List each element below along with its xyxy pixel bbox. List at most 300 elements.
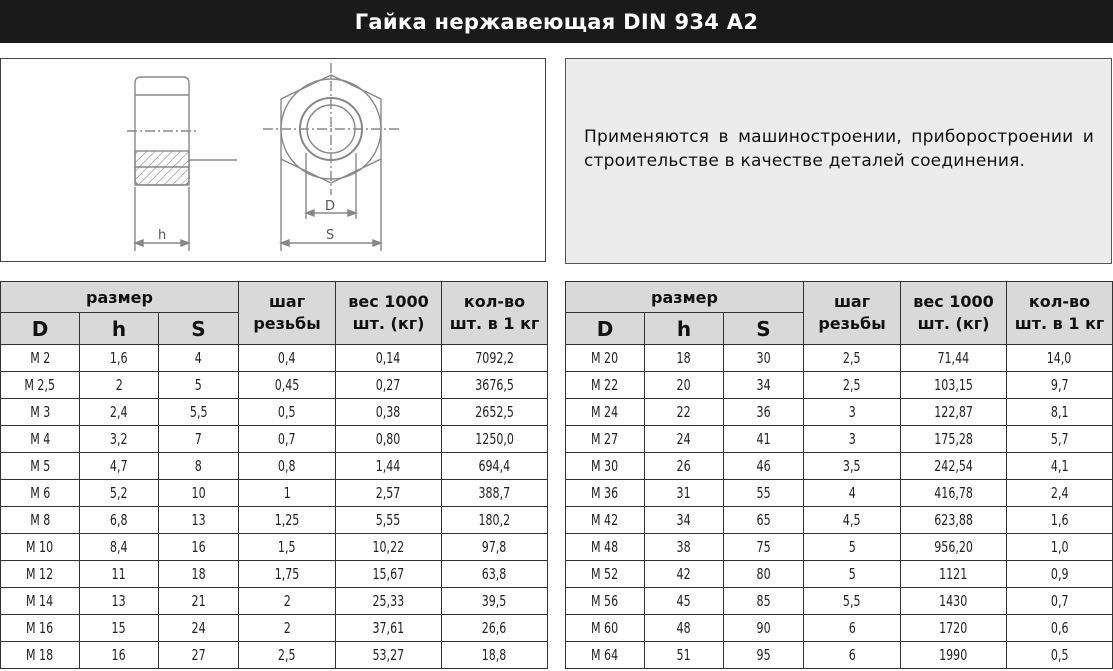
cell-width-s xyxy=(724,561,804,588)
cell-width-s-text: 90 xyxy=(756,619,771,637)
cell-weight-1000-text: 15,67 xyxy=(372,565,405,583)
cell-qty-per-kg-text: 0,7 xyxy=(1050,592,1069,610)
cell-height-h xyxy=(80,426,159,453)
cell-thread-pitch xyxy=(804,372,901,399)
cell-qty-per-kg-text: 3676,5 xyxy=(475,376,514,394)
cell-qty-per-kg xyxy=(442,480,548,507)
cell-height-h-text: 6,8 xyxy=(110,511,128,529)
header-weight xyxy=(336,282,442,345)
cell-width-s-text: 21 xyxy=(191,592,206,610)
header-qty-line2: шт. в 1 кг xyxy=(449,314,540,333)
cell-height-h-text: 2 xyxy=(115,376,123,394)
cell-thread-pitch-text: 2 xyxy=(283,592,291,610)
cell-thread-pitch xyxy=(804,507,901,534)
cell-thread-pitch-text: 5 xyxy=(848,565,856,583)
cell-width-s-text: 55 xyxy=(756,484,771,502)
cell-width-s-text: 80 xyxy=(756,565,771,583)
cell-size-d-text: М 42 xyxy=(591,511,619,529)
cell-height-h-text: 45 xyxy=(676,592,692,610)
label-D: D xyxy=(325,199,336,214)
cell-height-h xyxy=(645,507,724,534)
cell-size-d xyxy=(566,507,645,534)
cell-height-h xyxy=(645,453,724,480)
cell-size-d xyxy=(1,642,80,669)
cell-height-h xyxy=(80,534,159,561)
cell-size-d-text: М 64 xyxy=(591,646,619,664)
cell-qty-per-kg-text: 0,9 xyxy=(1050,565,1069,583)
cell-thread-pitch xyxy=(804,615,901,642)
cell-weight-1000 xyxy=(336,588,442,615)
description-panel xyxy=(565,58,1112,264)
cell-weight-1000 xyxy=(336,534,442,561)
cell-height-h xyxy=(645,561,724,588)
cell-size-d xyxy=(566,372,645,399)
table-row xyxy=(1,507,548,534)
cell-weight-1000 xyxy=(901,345,1007,372)
header-qty-line1: кол-во xyxy=(1028,292,1091,311)
cell-size-d-text: М 4 xyxy=(29,430,51,448)
cell-thread-pitch-text: 4 xyxy=(848,484,856,502)
cell-qty-per-kg-text: 180,2 xyxy=(478,511,511,529)
cell-height-h xyxy=(80,480,159,507)
cell-size-d-text: М 16 xyxy=(26,619,54,637)
cell-thread-pitch xyxy=(239,615,336,642)
cell-thread-pitch-text: 1,25 xyxy=(274,511,300,529)
cell-size-d xyxy=(1,507,80,534)
cell-qty-per-kg xyxy=(442,534,548,561)
cell-thread-pitch xyxy=(239,588,336,615)
cell-width-s xyxy=(724,480,804,507)
cell-qty-per-kg xyxy=(1007,507,1113,534)
cell-weight-1000 xyxy=(901,372,1007,399)
table-body-right xyxy=(566,345,1113,669)
cell-height-h-text: 18 xyxy=(676,349,692,367)
spec-table-left xyxy=(0,281,548,669)
cell-weight-1000 xyxy=(901,453,1007,480)
cell-height-h xyxy=(645,372,724,399)
cell-weight-1000-text: 175,28 xyxy=(934,430,973,448)
table-row xyxy=(1,561,548,588)
cell-size-d-text: М 3 xyxy=(29,403,51,421)
nut-drawing-svg xyxy=(1,59,547,263)
cell-qty-per-kg-text: 8,1 xyxy=(1050,403,1069,421)
cell-height-h-text: 48 xyxy=(676,619,692,637)
cell-width-s xyxy=(724,507,804,534)
cell-qty-per-kg-text: 26,6 xyxy=(482,619,507,637)
cell-thread-pitch xyxy=(239,345,336,372)
cell-size-d xyxy=(566,453,645,480)
cell-thread-pitch xyxy=(239,399,336,426)
cell-thread-pitch-text: 0,8 xyxy=(278,457,296,475)
cell-size-d-text: М 60 xyxy=(591,619,619,637)
cell-size-d-text: М 20 xyxy=(591,349,619,367)
cell-qty-per-kg-text: 1250,0 xyxy=(475,430,514,448)
cell-size-d xyxy=(566,615,645,642)
table-row xyxy=(566,345,1113,372)
cell-size-d xyxy=(566,534,645,561)
header-weight-line2: шт. (кг) xyxy=(917,314,990,333)
cell-size-d-text: М 2 xyxy=(29,349,51,367)
cell-size-d xyxy=(566,588,645,615)
cell-weight-1000 xyxy=(336,615,442,642)
cell-weight-1000-text: 623,88 xyxy=(934,511,973,529)
page-title: Гайка нержавеющая DIN 934 А2 xyxy=(0,0,1113,43)
cell-height-h xyxy=(645,642,724,669)
cell-height-h-text: 38 xyxy=(676,538,692,556)
cell-size-d-text: М 10 xyxy=(26,538,54,556)
cell-weight-1000-text: 10,22 xyxy=(372,538,405,556)
cell-width-s xyxy=(159,372,239,399)
cell-thread-pitch-text: 3 xyxy=(848,430,856,448)
cell-qty-per-kg-text: 39,5 xyxy=(482,592,507,610)
cell-weight-1000 xyxy=(336,345,442,372)
cell-qty-per-kg xyxy=(1007,345,1113,372)
cell-weight-1000-text: 122,87 xyxy=(934,403,973,421)
cell-weight-1000 xyxy=(901,615,1007,642)
header-weight-line2: шт. (кг) xyxy=(352,314,425,333)
cell-width-s xyxy=(159,453,239,480)
table-row xyxy=(1,426,548,453)
cell-qty-per-kg xyxy=(1007,480,1113,507)
cell-thread-pitch-text: 3 xyxy=(848,403,856,421)
cell-width-s-text: 65 xyxy=(756,511,771,529)
cell-qty-per-kg xyxy=(442,507,548,534)
cell-qty-per-kg xyxy=(1007,561,1113,588)
cell-size-d-text: М 8 xyxy=(29,511,51,529)
header-weight-line1: вес 1000 xyxy=(348,292,429,311)
header-pitch-line2: резьбы xyxy=(253,314,321,333)
cell-qty-per-kg xyxy=(442,345,548,372)
table-row xyxy=(1,372,548,399)
cell-thread-pitch xyxy=(239,642,336,669)
cell-qty-per-kg-text: 1,0 xyxy=(1050,538,1069,556)
cell-weight-1000-text: 242,54 xyxy=(934,457,973,475)
cell-height-h-text: 51 xyxy=(676,646,692,664)
cell-weight-1000-text: 0,80 xyxy=(376,430,401,448)
cell-size-d xyxy=(566,480,645,507)
cell-height-h-text: 5,2 xyxy=(110,484,128,502)
table-row xyxy=(1,642,548,669)
table-row xyxy=(1,345,548,372)
cell-width-s xyxy=(159,426,239,453)
cell-thread-pitch xyxy=(804,534,901,561)
cell-width-s-text: 41 xyxy=(756,430,771,448)
cell-qty-per-kg xyxy=(442,588,548,615)
cell-width-s-text: 95 xyxy=(756,646,771,664)
cell-size-d xyxy=(1,561,80,588)
cell-qty-per-kg-text: 1,6 xyxy=(1050,511,1069,529)
cell-height-h xyxy=(80,642,159,669)
cell-width-s xyxy=(724,453,804,480)
cell-thread-pitch-text: 5 xyxy=(848,538,856,556)
table-row xyxy=(1,615,548,642)
table-row xyxy=(1,480,548,507)
cell-height-h xyxy=(645,480,724,507)
cell-size-d-text: М 52 xyxy=(591,565,619,583)
cell-thread-pitch-text: 1,75 xyxy=(274,565,300,583)
cell-weight-1000 xyxy=(336,453,442,480)
cell-qty-per-kg-text: 2652,5 xyxy=(475,403,514,421)
cell-size-d-text: М 6 xyxy=(29,484,51,502)
cell-weight-1000 xyxy=(336,426,442,453)
cell-height-h xyxy=(80,372,159,399)
cell-width-s-text: 24 xyxy=(191,619,206,637)
table-row xyxy=(566,453,1113,480)
cell-thread-pitch xyxy=(239,426,336,453)
table-row xyxy=(566,372,1113,399)
cell-weight-1000-text: 37,61 xyxy=(372,619,405,637)
cell-size-d xyxy=(566,426,645,453)
cell-qty-per-kg xyxy=(1007,399,1113,426)
cell-weight-1000 xyxy=(336,642,442,669)
cell-qty-per-kg xyxy=(1007,615,1113,642)
cell-width-s-text: 46 xyxy=(756,457,771,475)
table-row xyxy=(1,399,548,426)
cell-width-s xyxy=(159,507,239,534)
cell-weight-1000-text: 1430 xyxy=(939,592,968,610)
cell-qty-per-kg xyxy=(1007,372,1113,399)
cell-qty-per-kg xyxy=(1007,453,1113,480)
cell-width-s xyxy=(159,534,239,561)
label-S: S xyxy=(326,228,335,243)
header-qty xyxy=(1007,282,1113,345)
cell-height-h-text: 13 xyxy=(111,592,127,610)
cell-thread-pitch xyxy=(804,399,901,426)
cell-size-d-text: М 36 xyxy=(591,484,619,502)
table-row xyxy=(566,588,1113,615)
cell-height-h xyxy=(645,534,724,561)
cell-size-d-text: М 12 xyxy=(26,565,54,583)
cell-qty-per-kg-text: 0,5 xyxy=(1050,646,1069,664)
cell-size-d-text: М 18 xyxy=(26,646,54,664)
cell-size-d xyxy=(1,534,80,561)
cell-width-s xyxy=(159,399,239,426)
cell-width-s xyxy=(159,480,239,507)
cell-height-h-text: 4,7 xyxy=(110,457,128,475)
cell-weight-1000 xyxy=(901,642,1007,669)
table-body-left xyxy=(1,345,548,669)
cell-width-s-text: 13 xyxy=(191,511,206,529)
cell-thread-pitch xyxy=(239,561,336,588)
cell-thread-pitch xyxy=(239,480,336,507)
cell-width-s-text: 30 xyxy=(756,349,771,367)
cell-width-s-text: 34 xyxy=(756,376,771,394)
cell-size-d xyxy=(566,399,645,426)
cell-height-h-text: 2,4 xyxy=(110,403,128,421)
cell-weight-1000-text: 53,27 xyxy=(372,646,405,664)
cell-height-h xyxy=(80,615,159,642)
cell-weight-1000 xyxy=(336,399,442,426)
cell-qty-per-kg-text: 9,7 xyxy=(1050,376,1069,394)
cell-qty-per-kg xyxy=(442,426,548,453)
cell-thread-pitch-text: 1 xyxy=(283,484,291,502)
cell-size-d-text: М 5 xyxy=(29,457,51,475)
cell-height-h xyxy=(80,453,159,480)
cell-thread-pitch xyxy=(804,588,901,615)
cell-height-h-text: 42 xyxy=(676,565,692,583)
cell-height-h xyxy=(80,588,159,615)
cell-size-d xyxy=(1,453,80,480)
cell-weight-1000-text: 25,33 xyxy=(372,592,405,610)
cell-weight-1000-text: 416,78 xyxy=(934,484,973,502)
table-row xyxy=(1,453,548,480)
cell-weight-1000 xyxy=(336,372,442,399)
table-row xyxy=(566,561,1113,588)
nut-side-view xyxy=(127,77,237,251)
header-col-h: h xyxy=(645,313,724,345)
cell-thread-pitch-text: 2,5 xyxy=(843,349,861,367)
cell-height-h xyxy=(645,345,724,372)
cell-qty-per-kg-text: 4,1 xyxy=(1050,457,1069,475)
cell-height-h-text: 11 xyxy=(111,565,127,583)
cell-width-s xyxy=(724,615,804,642)
cell-height-h xyxy=(645,588,724,615)
cell-weight-1000-text: 1720 xyxy=(939,619,968,637)
cell-thread-pitch-text: 2,5 xyxy=(843,376,861,394)
cell-qty-per-kg-text: 97,8 xyxy=(482,538,507,556)
cell-weight-1000-text: 1,44 xyxy=(376,457,401,475)
cell-qty-per-kg-text: 7092,2 xyxy=(475,349,514,367)
cell-height-h-text: 16 xyxy=(111,646,127,664)
cell-qty-per-kg-text: 388,7 xyxy=(478,484,511,502)
cell-weight-1000 xyxy=(336,507,442,534)
cell-width-s xyxy=(159,615,239,642)
technical-drawing xyxy=(0,58,546,262)
header-size-group: размер xyxy=(1,282,239,313)
cell-size-d-text: М 56 xyxy=(591,592,619,610)
cell-weight-1000-text: 0,14 xyxy=(376,349,401,367)
cell-width-s xyxy=(724,399,804,426)
label-h: h xyxy=(158,228,167,243)
cell-thread-pitch xyxy=(239,534,336,561)
header-qty-line1: кол-во xyxy=(463,292,526,311)
table-row xyxy=(566,534,1113,561)
cell-qty-per-kg xyxy=(442,561,548,588)
cell-weight-1000-text: 1990 xyxy=(939,646,968,664)
cell-thread-pitch xyxy=(804,345,901,372)
cell-width-s xyxy=(159,642,239,669)
header-pitch-line1: шаг xyxy=(833,292,871,311)
cell-height-h-text: 22 xyxy=(676,403,692,421)
nut-front-view xyxy=(263,63,399,251)
cell-thread-pitch-text: 5,5 xyxy=(843,592,861,610)
cell-height-h-text: 3,2 xyxy=(110,430,128,448)
cell-height-h-text: 15 xyxy=(111,619,127,637)
cell-width-s-text: 5 xyxy=(194,376,203,394)
header-qty-line2: шт. в 1 кг xyxy=(1014,314,1105,333)
cell-thread-pitch-text: 2 xyxy=(283,619,291,637)
cell-thread-pitch-text: 0,5 xyxy=(278,403,296,421)
cell-width-s xyxy=(724,372,804,399)
cell-width-s-text: 4 xyxy=(194,349,203,367)
cell-width-s-text: 18 xyxy=(191,565,206,583)
cell-thread-pitch-text: 0,7 xyxy=(278,430,296,448)
cell-thread-pitch-text: 4,5 xyxy=(843,511,861,529)
cell-qty-per-kg-text: 63,8 xyxy=(482,565,507,583)
table-row xyxy=(566,615,1113,642)
cell-thread-pitch xyxy=(804,426,901,453)
cell-size-d-text: М 24 xyxy=(591,403,619,421)
cell-weight-1000 xyxy=(901,588,1007,615)
header-col-D: D xyxy=(1,313,80,345)
cell-qty-per-kg-text: 18,8 xyxy=(482,646,507,664)
cell-width-s xyxy=(724,642,804,669)
cell-weight-1000-text: 956,20 xyxy=(934,538,973,556)
header-weight xyxy=(901,282,1007,345)
cell-weight-1000-text: 5,55 xyxy=(376,511,401,529)
table-row xyxy=(566,507,1113,534)
cell-qty-per-kg xyxy=(442,642,548,669)
cell-qty-per-kg xyxy=(442,453,548,480)
cell-width-s xyxy=(724,534,804,561)
cell-size-d-text: М 30 xyxy=(591,457,619,475)
cell-width-s-text: 75 xyxy=(756,538,771,556)
cell-size-d xyxy=(566,642,645,669)
cell-width-s xyxy=(724,588,804,615)
cell-height-h-text: 31 xyxy=(676,484,692,502)
header-weight-line1: вес 1000 xyxy=(913,292,994,311)
cell-size-d xyxy=(1,588,80,615)
cell-height-h-text: 24 xyxy=(676,430,692,448)
cell-size-d-text: М 2,5 xyxy=(24,376,56,394)
header-col-h: h xyxy=(80,313,159,345)
cell-size-d xyxy=(1,345,80,372)
cell-weight-1000-text: 71,44 xyxy=(937,349,970,367)
cell-qty-per-kg xyxy=(1007,534,1113,561)
cell-qty-per-kg-text: 0,6 xyxy=(1050,619,1069,637)
cell-size-d xyxy=(1,480,80,507)
cell-thread-pitch-text: 2,5 xyxy=(278,646,296,664)
cell-qty-per-kg-text: 14,0 xyxy=(1047,349,1072,367)
header-size-group: размер xyxy=(566,282,804,313)
cell-weight-1000 xyxy=(901,534,1007,561)
cell-width-s xyxy=(159,561,239,588)
cell-weight-1000 xyxy=(901,480,1007,507)
cell-weight-1000-text: 0,27 xyxy=(376,376,401,394)
cell-width-s-text: 16 xyxy=(191,538,206,556)
cell-height-h-text: 1,6 xyxy=(110,349,128,367)
cell-size-d-text: М 22 xyxy=(591,376,619,394)
cell-thread-pitch xyxy=(804,453,901,480)
cell-weight-1000 xyxy=(901,561,1007,588)
cell-size-d xyxy=(566,561,645,588)
cell-size-d xyxy=(566,345,645,372)
cell-thread-pitch-text: 6 xyxy=(848,619,856,637)
header-col-S: S xyxy=(724,313,804,345)
cell-size-d xyxy=(1,426,80,453)
cell-weight-1000-text: 103,15 xyxy=(934,376,973,394)
cell-size-d-text: М 14 xyxy=(26,592,54,610)
cell-qty-per-kg xyxy=(1007,426,1113,453)
cell-thread-pitch xyxy=(239,507,336,534)
cell-qty-per-kg xyxy=(442,399,548,426)
cell-height-h xyxy=(645,399,724,426)
cell-thread-pitch xyxy=(239,453,336,480)
cell-width-s-text: 5,5 xyxy=(189,403,208,421)
cell-height-h xyxy=(80,345,159,372)
cell-qty-per-kg xyxy=(442,372,548,399)
cell-qty-per-kg xyxy=(442,615,548,642)
cell-qty-per-kg-text: 5,7 xyxy=(1050,430,1069,448)
cell-thread-pitch-text: 3,5 xyxy=(843,457,861,475)
cell-size-d-text: М 48 xyxy=(591,538,619,556)
header-qty xyxy=(442,282,548,345)
table-row xyxy=(566,642,1113,669)
description-text: Применяются в машиностроении, приборостроении и строительстве в качестве деталей соединения. xyxy=(584,127,1094,171)
cell-thread-pitch xyxy=(804,561,901,588)
cell-qty-per-kg-text: 2,4 xyxy=(1050,484,1069,502)
spec-table-right xyxy=(565,281,1113,669)
